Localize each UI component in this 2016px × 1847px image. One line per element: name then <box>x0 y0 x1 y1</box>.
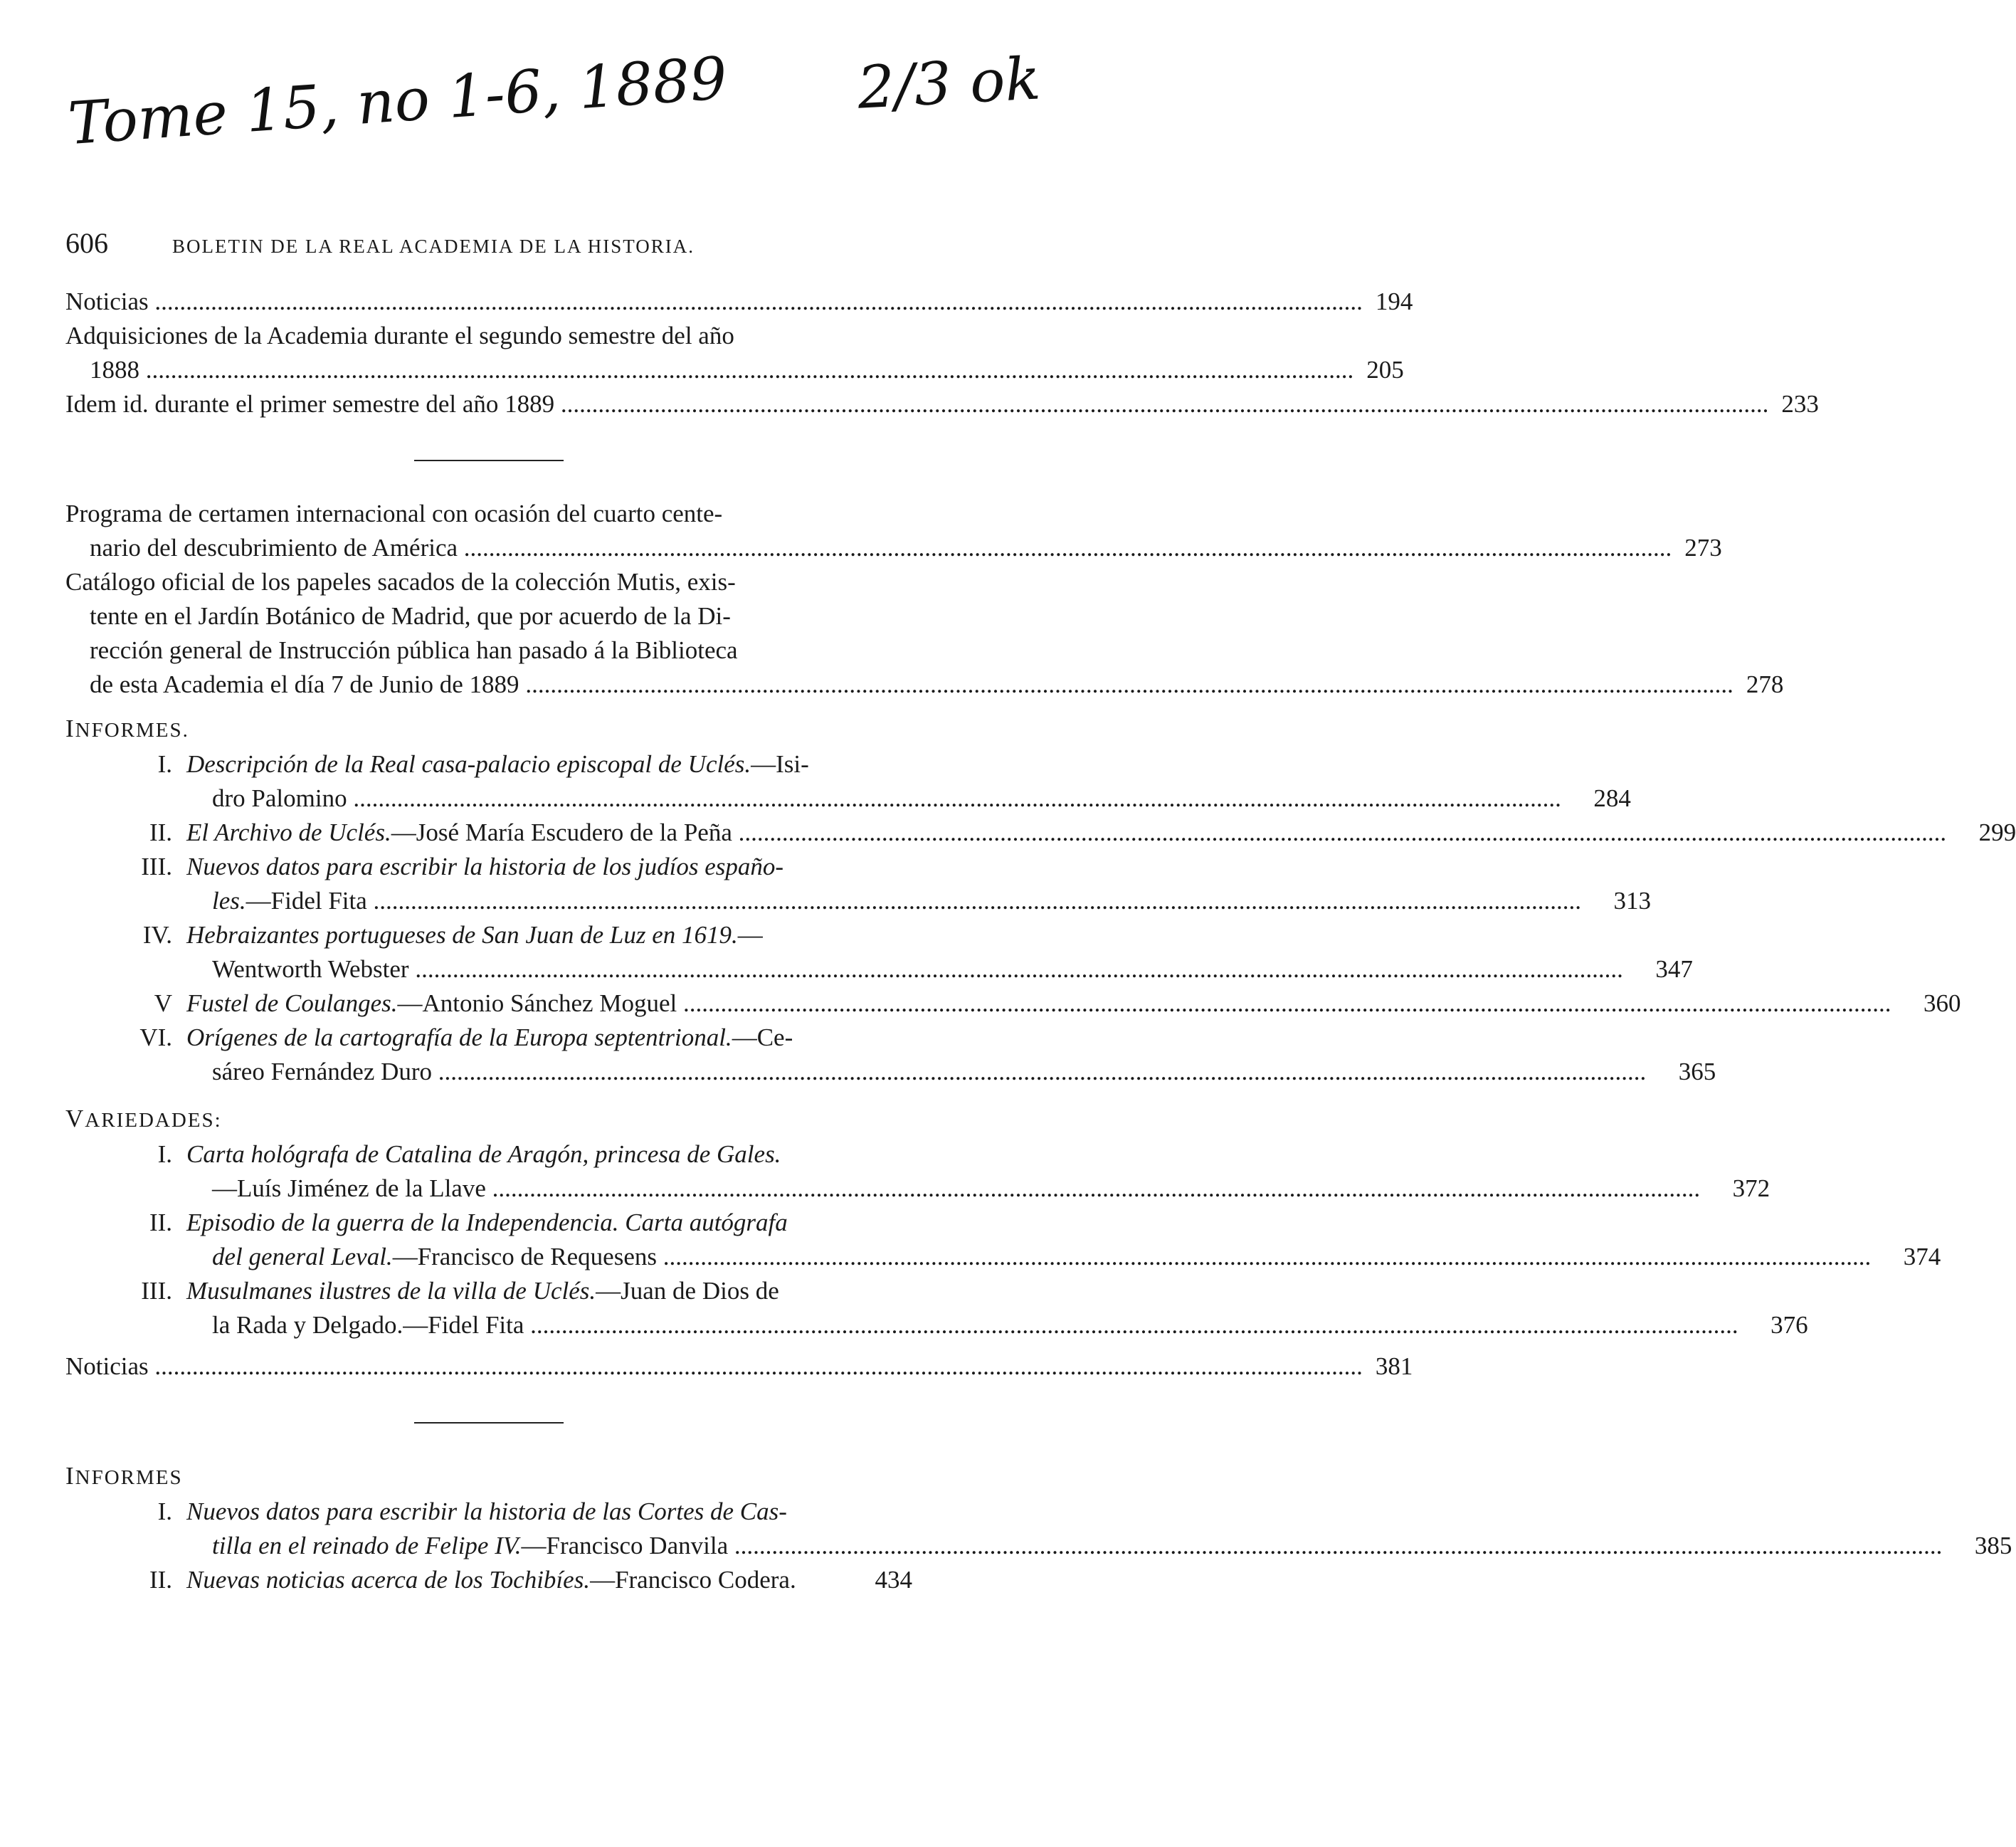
page-ref: 365 <box>1678 1058 1716 1085</box>
section-divider <box>414 460 564 461</box>
list-item: V Fustel de Coulanges.—Antonio Sánchez Moguel ..... 360 <box>65 986 912 1021</box>
running-title: BOLETIN DE LA REAL ACADEMIA DE LA HISTORIA. <box>172 236 695 257</box>
section-heading-variedades: VARIEDADES: <box>65 1105 222 1132</box>
page-ref: 233 <box>1781 390 1819 418</box>
page-ref: 374 <box>1903 1243 1941 1270</box>
list-item: III. Musulmanes ilustres de la villa de Uclés.—Juan de Dios de la Rada y Delgado.—Fidel Fita ..... 376 <box>65 1274 912 1342</box>
handwritten-annotation-right: 2/3 ok <box>855 45 1043 122</box>
list-item: VI. Orígenes de la cartografía de la Europa septentrional.—Ce- sáreo Fernández Duro ..... 365 <box>65 1021 912 1089</box>
list-item: I. Nuevos datos para escribir la historia de las Cortes de Cas- tilla en el reinado de Felipe IV.—Francisco Danvila ..... 385 <box>65 1495 912 1563</box>
toc-entry: de esta Academia el día 7 de Junio de 1889 ..... 278 <box>65 668 912 702</box>
page-ref: 313 <box>1613 887 1652 915</box>
toc-page <box>65 226 2016 1597</box>
section-heading-informes: INFORMES. <box>65 715 189 742</box>
page-ref: 284 <box>1593 784 1631 812</box>
toc-entry-line: Programa de certamen internacional con ocasión del cuarto cente- <box>65 500 723 527</box>
page-ref: 381 <box>1375 1352 1413 1380</box>
list-item: II. Episodio de la guerra de la Independencia. Carta autógrafa del general Leval.—Francisco de Requesens ..... 374 <box>65 1206 912 1274</box>
page-ref: 372 <box>1732 1174 1770 1202</box>
page-ref: 299 <box>1978 819 2016 846</box>
page-ref: 376 <box>1770 1311 1808 1339</box>
toc-entry: Idem id. durante el primer semestre del año 1889 ..... 233 <box>65 387 912 421</box>
toc-entry: Noticias ..... 381 <box>65 1349 912 1384</box>
page-ref: 273 <box>1684 534 1722 562</box>
toc-entry-line: Catálogo oficial de los papeles sacados de la colección Mutis, exis- <box>65 568 736 596</box>
list-item: I. Descripción de la Real casa-palacio episcopal de Uclés.—Isi- dro Palomino ..... 284 <box>65 747 912 816</box>
handwritten-annotation-left: Tome 15, no 1-6, 1889 <box>65 44 729 159</box>
section-heading-informes-2: INFORMES <box>65 1462 183 1490</box>
toc-entry: nario del descubrimiento de América ..... 273 <box>65 531 912 565</box>
list-item: III. Nuevos datos para escribir la historia de los judíos españo- les.—Fidel Fita ..... 313 <box>65 850 912 918</box>
page-ref: 434 <box>875 1566 912 1594</box>
toc-entry-line: tente en el Jardín Botánico de Madrid, que por acuerdo de la Di- <box>90 602 731 630</box>
page-ref: 360 <box>1923 989 1961 1017</box>
toc-entry: 1888 ..... 205 <box>65 353 912 387</box>
page-ref: 194 <box>1375 288 1413 315</box>
page-ref: 278 <box>1746 670 1784 698</box>
page-header <box>65 226 912 269</box>
list-item: II. Nuevas noticias acerca de los Tochibíes.—Francisco Codera. 434 <box>65 1563 912 1597</box>
toc-entry: Noticias ..... 194 <box>65 285 912 319</box>
page-number: 606 <box>65 227 108 259</box>
list-item: I. Carta hológrafa de Catalina de Aragón, princesa de Gales. —Luís Jiménez de la Llave ..... 372 <box>65 1137 912 1206</box>
toc-entry-line: Adquisiciones de la Academia durante el segundo semestre del año <box>65 322 734 349</box>
list-item: IV. Hebraizantes portugueses de San Juan de Luz en 1619.— Wentworth Webster ..... 347 <box>65 918 912 986</box>
list-item: II. El Archivo de Uclés.—José María Escudero de la Peña ..... 299 <box>65 816 912 850</box>
toc-entry-line: rección general de Instrucción pública han pasado á la Biblioteca <box>90 636 738 664</box>
page-ref: 205 <box>1366 356 1404 384</box>
section-divider <box>414 1422 564 1424</box>
page-ref: 385 <box>1974 1532 2012 1559</box>
page-ref: 347 <box>1655 955 1693 983</box>
